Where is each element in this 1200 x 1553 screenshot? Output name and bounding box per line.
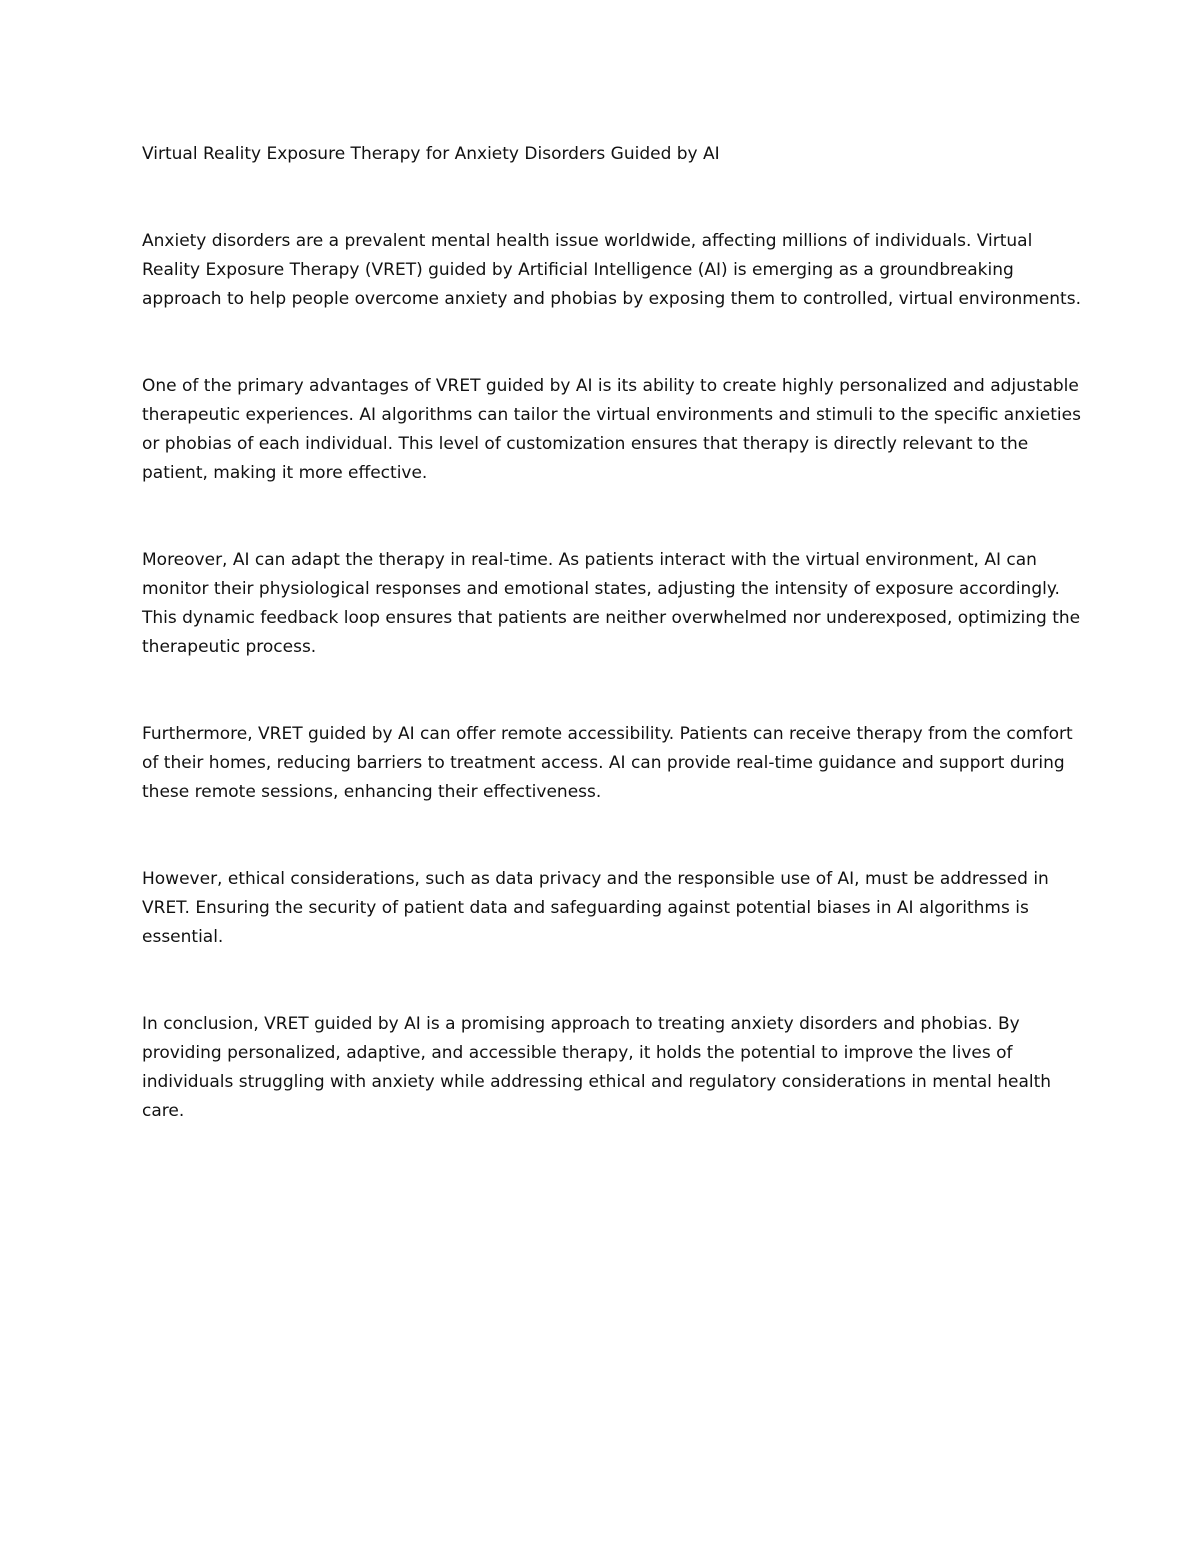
paragraph-remote-accessibility: Furthermore, VRET guided by AI can offer remote accessibility. Patients can receive therapy from the comfort of their homes, reducing barriers to treatment access. AI can provide real-time guidance and support during these remote sessions, enhancing their effectiveness. bbox=[142, 724, 1073, 802]
document-body bbox=[142, 140, 1082, 1126]
paragraph-real-time-adaptation: Moreover, AI can adapt the therapy in real-time. As patients interact with the virtual environment, AI can monitor their physiological responses and emotional states, adjusting the intensity of exposure accordingly. This dynamic feedback loop ensures that patients are neither overwhelmed nor underexposed, optimizing the therapeutic process. bbox=[142, 550, 1081, 657]
paragraph-conclusion: In conclusion, VRET guided by AI is a promising approach to treating anxiety disorders and phobias. By providing personalized, adaptive, and accessible therapy, it holds the potential to improve the lives of individuals struggling with anxiety while addressing ethical and regulatory considerations in mental health care. bbox=[142, 1014, 1052, 1121]
paragraph-introduction: Anxiety disorders are a prevalent mental health issue worldwide, affecting millions of individuals. Virtual Reality Exposure Therapy (VRET) guided by Artificial Intelligence (AI) is emerging as a groundbreaking approach to help people overcome anxiety and phobias by exposing them to controlled, virtual environments. bbox=[142, 231, 1081, 309]
document-title: Virtual Reality Exposure Therapy for Anxiety Disorders Guided by AI bbox=[142, 144, 720, 164]
paragraph-ethical-considerations: However, ethical considerations, such as data privacy and the responsible use of AI, must be addressed in VRET. Ensuring the security of patient data and safeguarding against potential biases in AI algorithms is essential. bbox=[142, 869, 1049, 947]
paragraph-personalization: One of the primary advantages of VRET guided by AI is its ability to create highly personalized and adjustable therapeutic experiences. AI algorithms can tailor the virtual environments and stimuli to the specific anxieties or phobias of each individual. This level of customization ensures that therapy is directly relevant to the patient, making it more effective. bbox=[142, 376, 1081, 483]
